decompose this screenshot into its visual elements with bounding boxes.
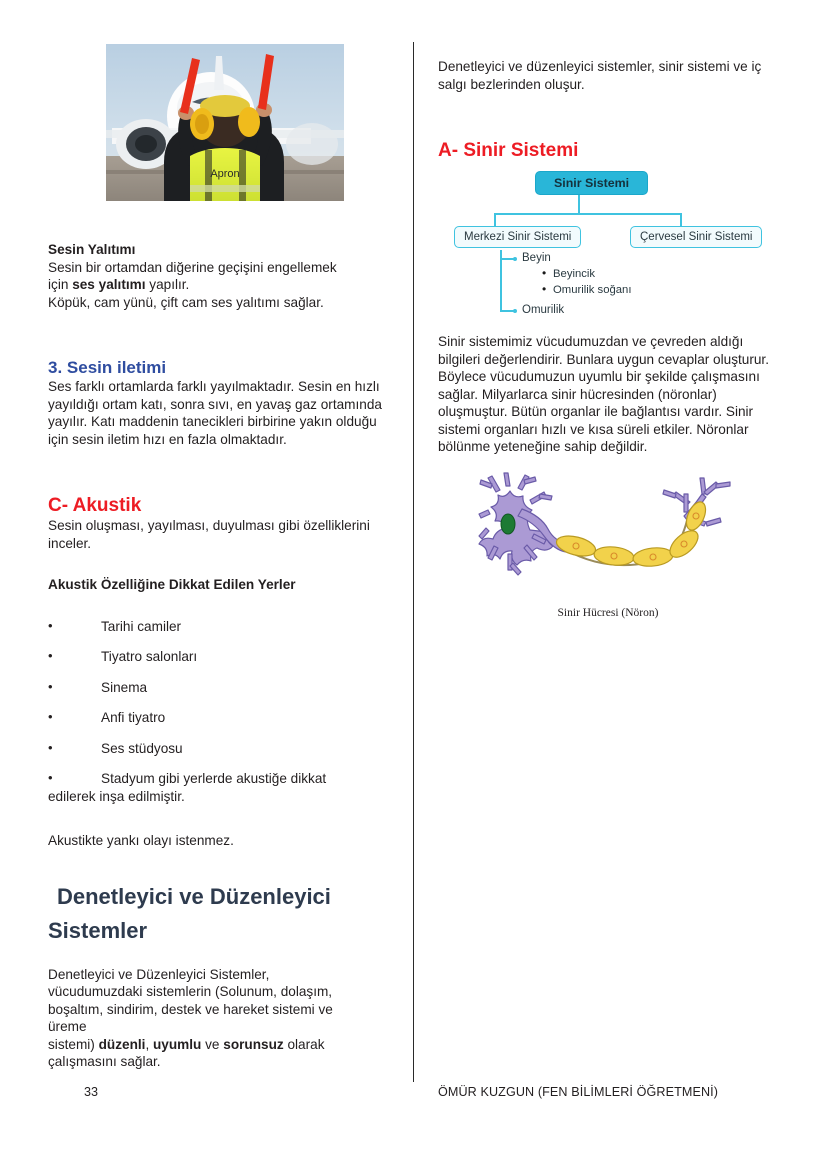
list-item: • Omurilik soğanı	[553, 282, 631, 298]
apron-marshaller-photo	[106, 44, 344, 201]
page-footer	[0, 1085, 828, 1109]
diagram-node-merkezi-sinir-sistemi: Merkezi Sinir Sistemi	[454, 226, 581, 248]
ds-line2: vücudumuzdaki sistemlerin (Solunum, dolaşım,	[48, 984, 333, 999]
paragraph-akustik: Sesin oluşması, yayılması, duyulması gibi özelliklerini inceler.	[48, 518, 370, 551]
sy-line2b: yapılır.	[145, 277, 190, 292]
diagram-connector-horizontal	[494, 213, 682, 215]
title-line-1: Denetleyici ve Düzenleyici	[57, 883, 331, 909]
svg-text:Apron: Apron	[210, 168, 240, 180]
figure-caption-neuron: Sinir Hücresi (Nöron)	[557, 606, 659, 619]
heading-sesin-iletimi: 3. Sesin iletimi	[48, 358, 167, 377]
diagram-arrow-omurilik-icon	[513, 309, 517, 313]
akustik-bullet-list	[48, 618, 396, 806]
heading-sesin-yalitimi: Sesin Yalıtımı	[48, 242, 136, 257]
diagram-leaf-omurilik: Omurilik	[522, 304, 565, 316]
diagram-connector-right-drop	[680, 213, 682, 227]
ds-line5c: ,	[145, 1036, 153, 1052]
heading-sinir-sistemi: A- Sinir Sistemi	[438, 140, 579, 161]
right-column	[438, 58, 788, 619]
neuron-figure	[438, 472, 778, 619]
paragraph-sesin-iletimi: Ses farklı ortamlarda farklı yayılmaktadır. Sesin en hızlı yayıldığı ortam katı, sonra sıvı, en yavaş gaz ortamında yayılır. Katı maddenin tanecikleri birbirine yakın olduğu için sesin iletim hızı en fazla olmaktadır.	[48, 379, 382, 447]
ds-bold-sorunsuz: sorunsuz	[223, 1036, 284, 1052]
list-item: • Tarihi camiler	[48, 618, 396, 636]
list-item: • Sinema	[48, 679, 396, 697]
diagram-connector-left-drop	[494, 213, 496, 227]
diagram-connector-root-vertical	[578, 195, 580, 214]
sy-line2a: için	[48, 277, 73, 292]
diagram-arrow-beyin-icon	[513, 257, 517, 261]
paragraph-sesin-yalitimi	[48, 259, 396, 312]
ds-line6: çalışmasını sağlar.	[48, 1054, 161, 1069]
sy-line3: Köpük, cam yünü, çift cam ses yalıtımı sağlar.	[48, 294, 324, 310]
paragraph-denetleyici-sistemler	[48, 966, 396, 1071]
list-item-label: Stadyum gibi yerlerde akustiğe dikkat	[101, 771, 327, 786]
diagram-node-root: Sinir Sistemi	[535, 171, 648, 195]
sinir-sistemi-diagram	[438, 171, 778, 319]
ds-bold-uyumlu: uyumlu	[153, 1036, 202, 1052]
list-item	[48, 770, 396, 805]
ds-line5d: ve	[201, 1036, 224, 1052]
ds-line5e: olarak	[283, 1036, 325, 1052]
paragraph-akustik-yanki: Akustikte yankı olayı istenmez.	[48, 833, 234, 848]
list-item: • Ses stüdyosu	[48, 740, 396, 758]
diagram-connector-beyin	[500, 258, 514, 260]
sy-line1: Sesin bir ortamdan diğerine geçişini engellemek	[48, 259, 337, 275]
footer-author: ÖMÜR KUZGUN (FEN BİLİMLERİ ÖĞRETMENİ)	[438, 1085, 719, 1099]
list-item: • Anfi tiyatro	[48, 709, 396, 727]
ds-line3: boşaltım, sindirim, destek ve hareket sistemi ve	[48, 1001, 333, 1017]
column-divider	[413, 42, 414, 1082]
paragraph-sinir-sistemi: Sinir sistemimiz vücudumuzdan ve çevreden aldığı bilgileri değerlendirir. Bunlara uygun cevaplar oluşturur. Böylece vücudumuzun uyumlu bir şekilde çalışmasını sağlar. Milyarlarca sinir hücresinden (nöronlar) oluşmuştur. Bütün organlar ile bağlantısı vardır. Sinir sistemi organları hızlı ve kısa süreli etkiler. Nöronlar bölünme yeteneğine sahip değildir.	[438, 334, 769, 454]
list-item: • Tiyatro salonları	[48, 648, 396, 666]
ds-line4: üreme	[48, 1019, 87, 1034]
paragraph-intro-denetleyici: Denetleyici ve düzenleyici sistemler, sinir sistemi ve iç salgı bezlerinden oluşur.	[438, 59, 762, 92]
page-number: 33	[84, 1085, 99, 1099]
list-item-continuation: edilerek inşa edilmiştir.	[48, 788, 185, 804]
diagram-beyin-sublist	[538, 266, 631, 298]
ds-bold-duzenli: düzenli	[98, 1036, 146, 1052]
page-title-denetleyici-sistemler	[48, 880, 396, 948]
diagram-connector-omurilik	[500, 310, 514, 312]
subheading-akustik-yerler: Akustik Özelliğine Dikkat Edilen Yerler	[48, 577, 296, 592]
diagram-node-cervesel-sinir-sistemi: Çervesel Sinir Sistemi	[630, 226, 762, 248]
left-column	[48, 44, 396, 1071]
ds-line1: Denetleyici ve Düzenleyici Sistemler,	[48, 966, 270, 982]
neuron-illustration-icon	[478, 472, 738, 600]
list-item: • Beyincik	[553, 266, 631, 282]
ds-line5a: sistemi)	[48, 1036, 99, 1052]
title-line-2: Sistemler	[48, 917, 148, 943]
diagram-leaf-beyin: Beyin	[522, 252, 551, 264]
sy-bold-ses-yalitimi: ses yalıtımı	[72, 277, 146, 292]
heading-akustik: C- Akustik	[48, 495, 142, 516]
